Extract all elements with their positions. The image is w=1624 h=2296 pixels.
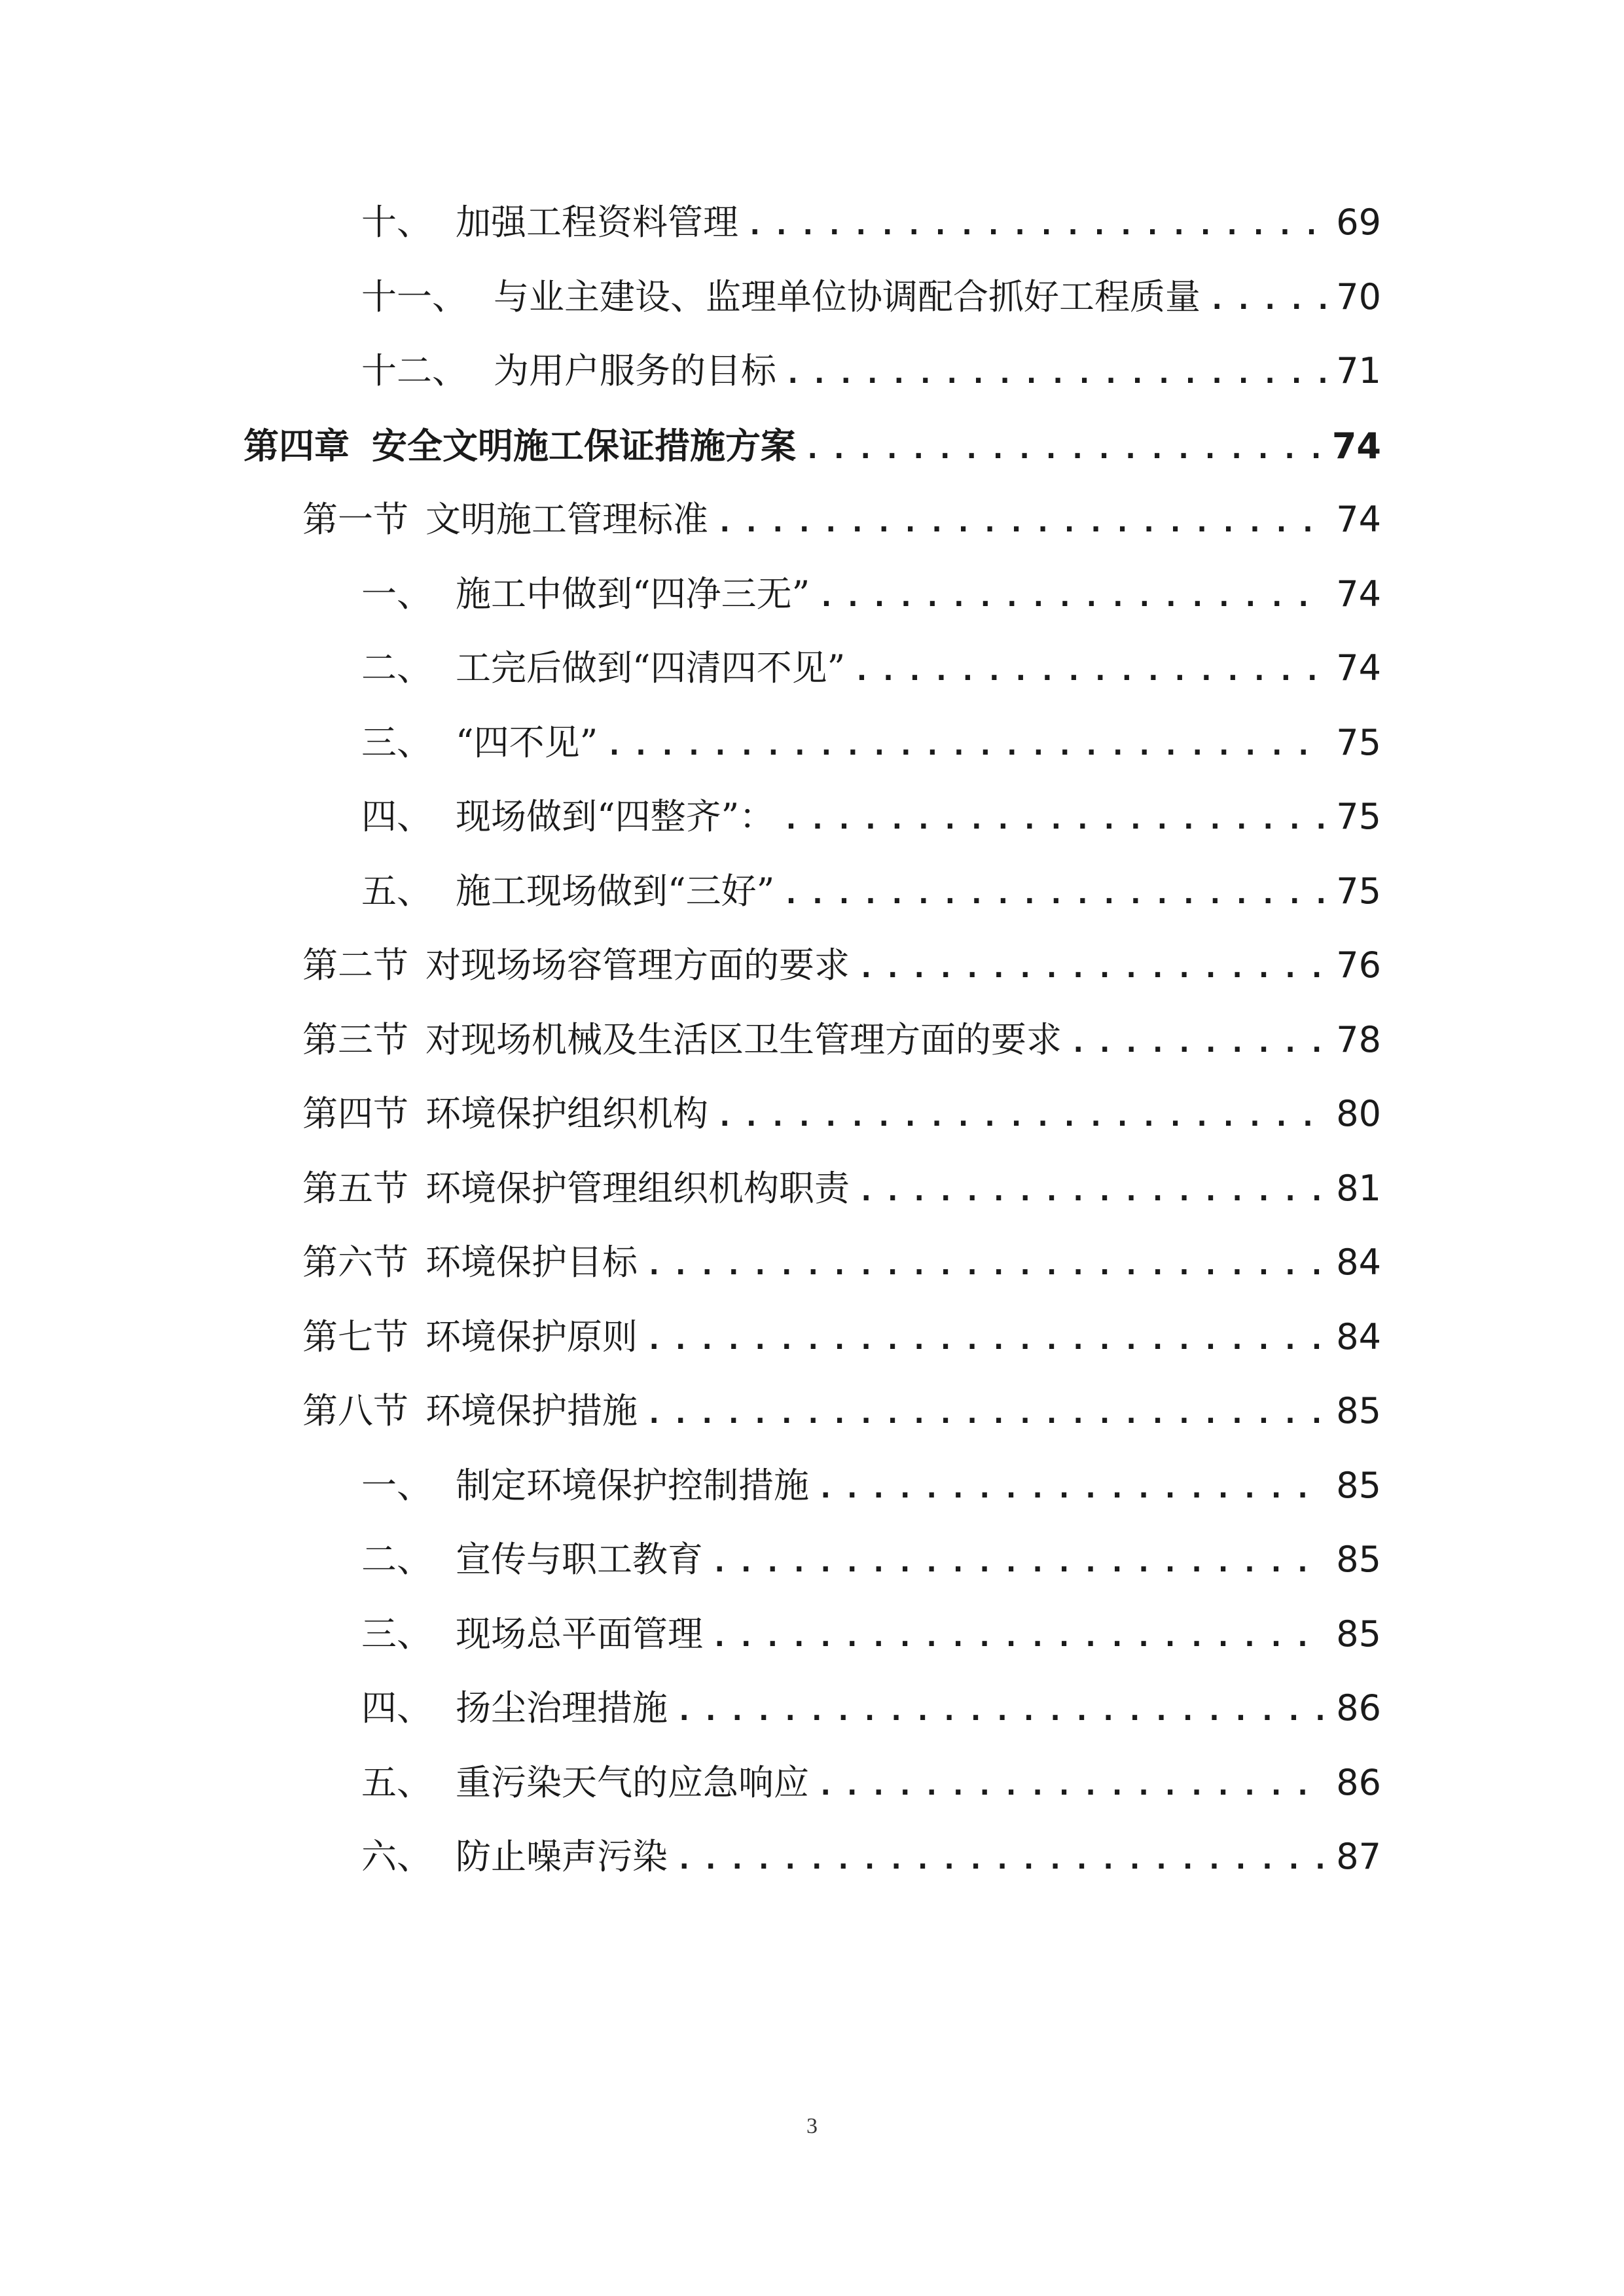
toc-dot-leader [711,1533,1326,1592]
toc-section-entry[interactable] [302,1085,1381,1143]
toc-entry-title: “四不见” [456,722,598,763]
toc-entry-title: 环境保护组织机构 [425,1093,708,1134]
toc-entry-title: 安全文明施工保证措施方案 [372,425,796,467]
toc-entry-title: 对现场机械及生活区卫生管理方面的要求 [425,1019,1062,1060]
toc-entry[interactable] [361,1605,1381,1664]
toc-entry-page: 87 [1336,1836,1381,1877]
toc-entry-page: 85 [1336,1390,1381,1431]
toc-entry[interactable] [361,862,1381,921]
toc-entry-title: 环境保护原则 [425,1316,638,1357]
toc-entry-title: 制定环境保护控制措施 [456,1465,809,1506]
toc-entry-number: 十、 [361,202,432,243]
toc-entry-number: 第一节 [302,499,408,540]
toc-entry[interactable] [361,268,1381,327]
toc-entry-page: 78 [1336,1019,1381,1060]
toc-entry[interactable] [361,193,1381,252]
toc-entry-page: 75 [1336,722,1381,763]
toc-entry-title: 对现场场容管理方面的要求 [425,944,850,986]
toc-entry-page: 84 [1336,1316,1381,1357]
toc-entry-number: 第三节 [302,1019,408,1060]
toc-dot-leader [818,567,1326,626]
toc-entry-page: 86 [1336,1762,1381,1803]
toc-section-entry[interactable] [302,936,1381,995]
toc-entry-number: 一、 [361,573,432,615]
toc-section-entry[interactable] [302,1382,1381,1441]
toc-entry-number: 一、 [361,1465,432,1506]
toc-entry-title: 现场总平面管理 [456,1613,703,1655]
toc-entry-page: 70 [1336,276,1381,317]
toc-entry-page: 84 [1336,1242,1381,1283]
toc-entry[interactable] [361,1679,1381,1738]
toc-entry-page: 81 [1336,1168,1381,1209]
toc-dot-leader [817,1756,1326,1815]
toc-entry-title: 与业主建设、监理单位协调配合抓好工程质量 [494,276,1200,317]
toc-entry-title: 现场做到“四整齐”： [456,796,775,837]
toc-entry-number: 三、 [361,1613,432,1655]
toc-entry-title: 环境保护措施 [425,1390,638,1431]
toc-entry-page: 74 [1331,425,1381,467]
toc-entry-title: 扬尘治理措施 [456,1687,668,1729]
toc-entry-page: 76 [1336,944,1381,986]
toc-entry-number: 第二节 [302,944,408,986]
toc-section-entry[interactable] [302,490,1381,549]
toc-entry-number: 二、 [361,1539,432,1580]
toc-entry-title: 防止噪声污染 [456,1836,668,1877]
toc-entry-page: 74 [1336,573,1381,615]
toc-entry-number: 第五节 [302,1168,408,1209]
toc-entry-page: 74 [1336,647,1381,689]
toc-entry-title: 环境保护管理组织机构职责 [425,1168,850,1209]
toc-entry-number: 六、 [361,1836,432,1877]
toc-dot-leader [645,1310,1326,1369]
toc-entry-page: 85 [1336,1539,1381,1580]
toc-entry-number: 四、 [361,1687,432,1729]
toc-dot-leader [746,196,1326,255]
toc-entry[interactable] [361,787,1381,846]
toc-entry-number: 第四节 [302,1093,408,1134]
toc-dot-leader [782,790,1326,849]
toc-entry-title: 重污染天气的应急响应 [456,1762,809,1803]
toc-section-entry[interactable] [302,1159,1381,1218]
toc-dot-leader [784,344,1326,403]
toc-dot-leader [857,1162,1326,1221]
toc-dot-leader [1208,270,1326,329]
toc-dot-leader [676,1681,1326,1740]
toc-dot-leader [716,1087,1326,1146]
toc-dot-leader [804,420,1322,478]
toc-entry-title: 文明施工管理标准 [425,499,708,540]
toc-dot-leader [716,493,1326,552]
toc-entry-page: 85 [1336,1465,1381,1506]
toc-dot-leader [1070,1013,1326,1072]
toc-entry-number: 五、 [361,870,432,912]
toc-entry-number: 五、 [361,1762,432,1803]
toc-entry-number: 十二、 [361,350,467,391]
toc-entry-title: 工完后做到“四清四不见” [456,647,846,689]
toc-dot-leader [817,1459,1326,1518]
toc-entry-number: 第四章 [244,425,350,467]
toc-dot-leader [605,716,1326,775]
toc-entry-title: 施工中做到“四净三无” [456,573,810,615]
toc-dot-leader [853,641,1326,700]
toc-entry-number: 第八节 [302,1390,408,1431]
toc-entry-page: 71 [1336,350,1381,391]
page-number: 3 [806,2114,818,2138]
toc-entry-page: 86 [1336,1687,1381,1729]
toc-entry-title: 环境保护目标 [425,1242,638,1283]
toc-entry-page: 75 [1336,796,1381,837]
toc-entry[interactable] [361,342,1381,401]
toc-section-entry[interactable] [302,1308,1381,1367]
toc-entry-number: 四、 [361,796,432,837]
toc-entry-title: 加强工程资料管理 [456,202,738,243]
toc-entry-title: 为用户服务的目标 [494,350,776,391]
toc-entry-page: 85 [1336,1613,1381,1655]
toc-dot-leader [645,1236,1326,1295]
toc-dot-leader [782,865,1326,924]
toc-entry[interactable] [361,639,1381,698]
toc-entry-page: 74 [1336,499,1381,540]
toc-entry[interactable] [361,565,1381,624]
toc-entry[interactable] [361,1753,1381,1812]
toc-entry-page: 75 [1336,870,1381,912]
toc-dot-leader [857,939,1326,997]
toc-dot-leader [645,1384,1326,1443]
toc-entry-title: 宣传与职工教育 [456,1539,703,1580]
toc-dot-leader [676,1830,1326,1889]
toc-entry[interactable] [361,1827,1381,1886]
toc-entry-number: 第六节 [302,1242,408,1283]
toc-section-entry[interactable] [302,1233,1381,1292]
toc-entry-number: 十一、 [361,276,467,317]
toc-dot-leader [711,1607,1326,1666]
toc-entry[interactable] [361,1530,1381,1589]
toc-entry[interactable] [361,1456,1381,1515]
toc-entry-title: 施工现场做到“三好” [456,870,775,912]
toc-entry-page: 69 [1336,202,1381,243]
toc-chapter-entry[interactable] [244,416,1381,475]
toc-entry-number: 三、 [361,722,432,763]
toc-entry[interactable] [361,713,1381,772]
toc-entry-page: 80 [1336,1093,1381,1134]
toc-section-entry[interactable] [302,1011,1381,1069]
toc-entry-number: 第七节 [302,1316,408,1357]
toc-entry-number: 二、 [361,647,432,689]
